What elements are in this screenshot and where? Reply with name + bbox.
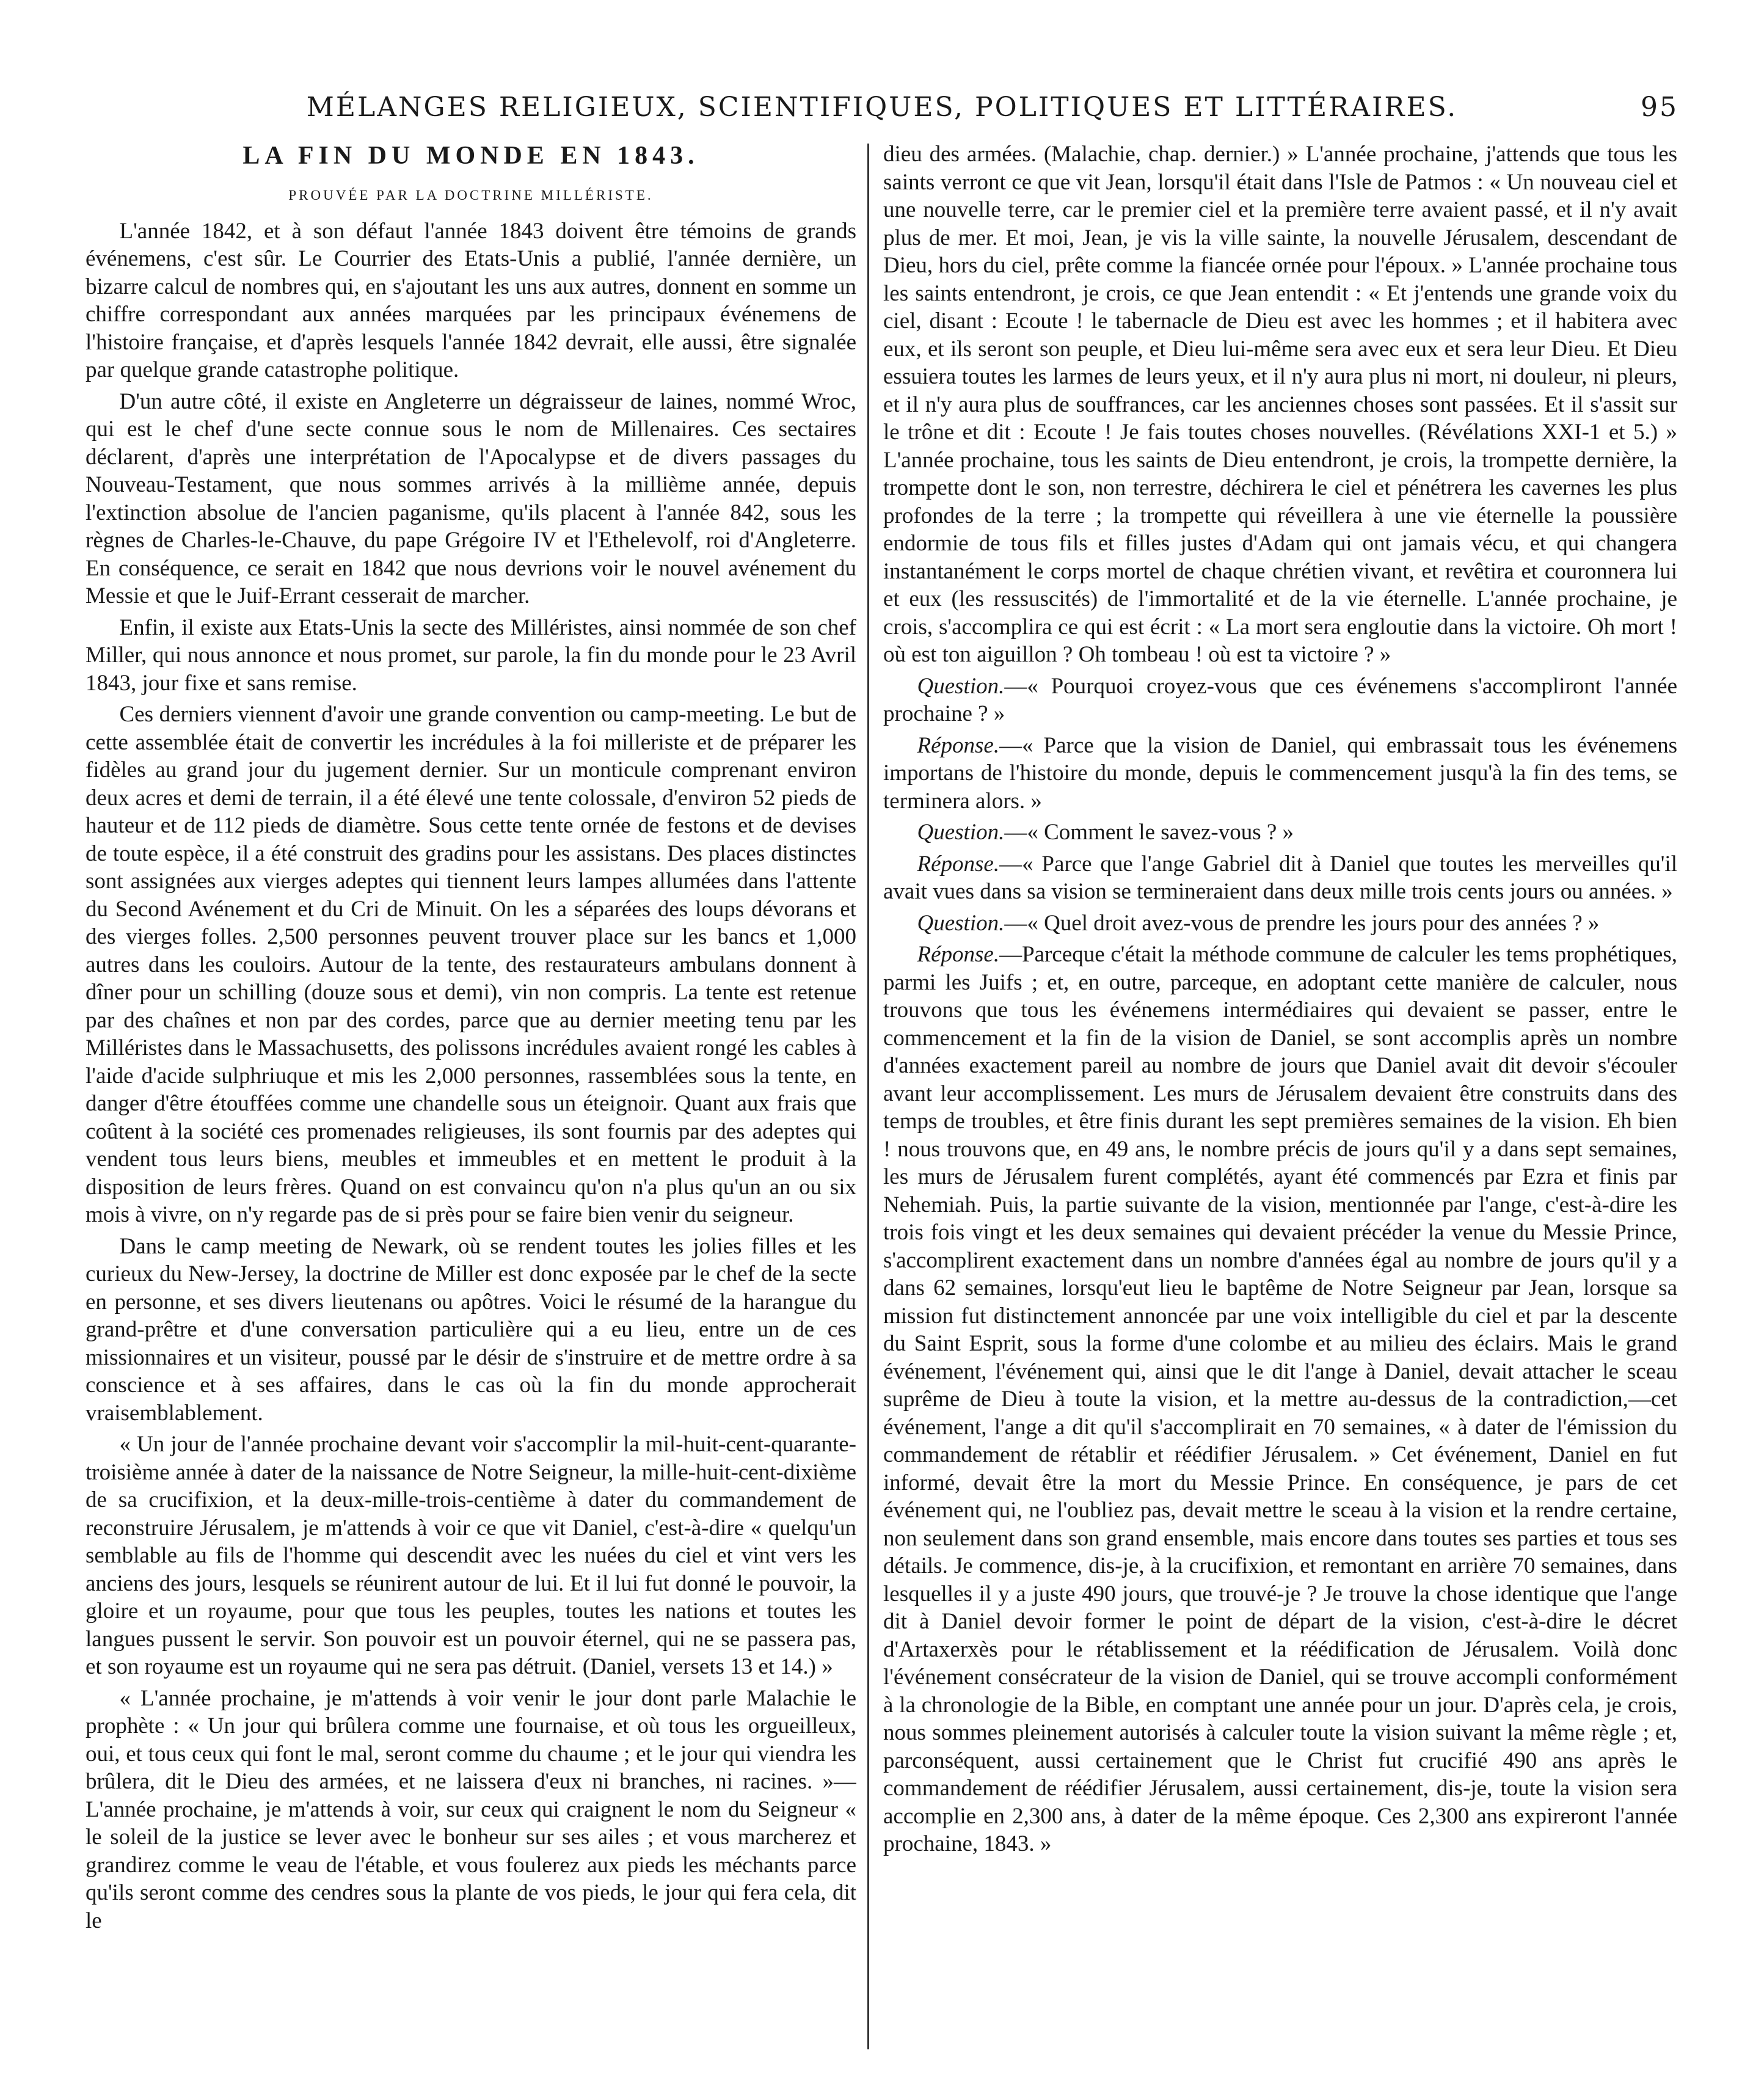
paragraph: « L'année prochaine, je m'attends à voir venir le jour dont parle Malachie le prophète : « Un jour qui brûlera comme une fournaise, et où tous les orgueilleux, oui, et tous ceux qui font le mal, seront comme du chaume ; et le jour qui viendra les brûlera, dit le Dieu des armées, et ne laissera d'eux ni branches, ni racines. »—L'année prochaine, je m'attends à voir, sur ceux qui craignent le nom du Seigneur « le soleil de la justice se lever avec le bonheur sur ses ailes ; et vous marcherez et grandirez comme le veau de l'étable, et vous foulerez aux pieds les méchants parce qu'ils seront comme des cendres sous la plante de vos pieds, le jour qui fera cela, dit le [86,1685,856,1933]
left-column [86,140,856,2052]
qa-text: —Parceque c'était la méthode commune de calculer les tems prophétiques, parmi les Juifs ; et, en outre, parceque, en adoptant cette manière de calculer, nous trouvons que tous les événemens intermédiaires qui devaient se passer, entre le commencement et la fin de la vision de Daniel, se sont accomplis après un nombre d'années exactement pareil au nombre de jours que Daniel avait dit devoir s'écouler avant leur accomplissement. Les murs de Jérusalem devaient être construits dans des temps de troubles, et être finis durant les sept premières semaines de la vision. Eh bien ! nous trouvons que, en 49 ans, le nombre précis de jours qu'il y a dans sept semaines, les murs de Jérusalem furent complétés, ayant été commencés par Ezra et finis par Nehemiah. Puis, la partie suivante de la vision, mentionnée par l'ange, c'est-à-dire les trois fois vingt et les deux semaines qui devaient précéder la venue du Messie Prince, s'accomplirent exactement dans un nombre d'années égal au nombre de jours qu'il y a dans 62 semaines, lorsqu'eut lieu le baptême de Notre Seigneur par Jean, lorsque sa mission fut distinctement annoncée par une voix intelligible du ciel et par la descente du Saint Esprit, sous la forme d'une colombe et au milieu des éclairs. Mais le grand événement, l'événement qui, ainsi que le dit l'ange à Daniel, devait attacher le sceau suprême de Dieu à toute la vision, et la mettre au-dessus de la contradiction,—cet événement, l'ange a dit qu'il s'accomplirait en 70 semaines, « à dater de l'émission du commandement de rétablir et réédifier Jérusalem. » Cet événement, Daniel en fut informé, devait être la mort du Messie Prince. En conséquence, je pars de cet événement qui, ne l'oubliez pas, devait mettre le sceau à la vision et la rendre certaine, non seulement dans son grand ensemble, mais encore dans toutes ses parties et tous ses détails. Je commence, dis-je, à la crucifixion, et remontant en arrière 70 semaines, dans lesquelles il y a juste 490 jours, que trouvé-je ? Je trouve la chose identique que l'ange dit à Daniel devoir former le point de départ de la vision, c'est-à-dire le décret d'Artaxerxès pour le rétablissement et la réédification de Jérusalem. Voilà donc l'événement consécrateur de la vision de Daniel, qui se trouve accompli conformément à la chronologie de la Bible, en comptant une année pour un jour. D'après cela, je crois, nous sommes pleinement autorisés à calculer toute la vision suivant la même règle ; et, parconséquent, aussi certainement que le Christ fut crucifié 490 ans après le commandement de réédifier Jérusalem, aussi certainement, dis-je, toute la vision sera accomplie en 2,300 ans, à dater de la même époque. Ces 2,300 ans expireront l'année prochaine, 1843. » [883,942,1677,1856]
paragraph: L'année 1842, et à son défaut l'année 1843 doivent être témoins de grands événemens, c'est sûr. Le Courrier des Etats-Unis a publié, l'année dernière, un bizarre calcul de nombres qui, en s'ajoutant les uns aux autres, donnent en somme un chiffre correspondant aux années marquées par les principaux événemens de l'histoire française, et d'après lesquels l'année 1842 devrait, elle aussi, être signalée par quelque grande catastrophe politique. [86,218,856,383]
qa-item [883,673,1677,728]
qa-text: —« Parce que l'ange Gabriel dit à Daniel que toutes les merveilles qu'il avait vues dans sa vision se termineraient dans deux mille trois cents jours ou années. » [883,851,1677,904]
running-head [86,92,1678,134]
qa-text: —« Quel droit avez-vous de prendre les jours pour des années ? » [1004,910,1600,936]
qa-text: —« Pourquoi croyez-vous que ces événemens s'accompliront l'année prochaine ? » [883,673,1677,726]
qa-label: Réponse. [917,942,1000,967]
qa-label: Question. [917,910,1005,936]
page-number: 95 [1641,92,1678,123]
qa-label: Question. [917,673,1005,699]
running-title: MÉLANGES RELIGIEUX, SCIENTIFIQUES, POLITIQUES ET LITTÉRAIRES. [306,92,1458,123]
qa-text: —« Parce que la vision de Daniel, qui embrassait tous les événemens importans de l'histoire du monde, depuis le commencement jusqu'à la fin des tems, se terminera alors. » [883,732,1677,814]
paragraph: dieu des armées. (Malachie, chap. dernier.) » L'année prochaine, j'attends que tous les saints verront ce que vit Jean, lorsqu'il était dans l'Isle de Patmos : « Un nouveau ciel et une nouvelle terre, car le premier ciel et la première terre avaient passé, et il n'y avait plus de mer. Et moi, Jean, je vis la ville sainte, la nouvelle Jérusalem, descendant de Dieu, hors du ciel, prête comme la fiancée ornée pour l'époux. » L'année prochaine tous les saints entendront, je crois, ce que Jean entendit : « Et j'entends une grande voix du ciel, disant : Ecoute ! le tabernacle de Dieu est avec les hommes ; et il habitera avec eux, et ils seront son peuple, et Dieu lui-même sera avec eux et sera leur Dieu. Et Dieu essuiera toutes les larmes de leurs yeux, et il n'y aura plus ni mort, ni douleur, ni pleurs, et il n'y aura plus de souffrances, car les anciennes choses sont passées. Et il s'assit sur le trône et dit : Ecoute ! Je fais toutes choses nouvelles. (Révélations XXI-1 et 5.) » L'année prochaine, tous les saints de Dieu entendront, je crois, la trompette dernière, la trompette dont le son, non terrestre, déchirera le ciel et pénétrera les cavernes les plus profondes de la terre ; la trompette qui réveillera à une vie éternelle la poussière endormie de tous fils et filles justes d'Adam qui ont jamais vécu, et qui changera instantanément le corps mortel de chaque chrétien vivant, et revêtira et couronnera lui et eux (les ressuscités) de l'immortalité et de la vie éternelle. L'année prochaine, je crois, s'accomplira ce qui est écrit : « La mort sera engloutie dans la victoire. Oh mort ! où est ton aiguillon ? Oh tombeau ! où est ta victoire ? » [883,142,1677,667]
column-divider [867,144,869,2049]
qa-label: Question. [917,820,1005,845]
paragraph: Dans le camp meeting de Newark, où se rendent toutes les jolies filles et les curieux du New-Jersey, la doctrine de Miller est donc exposée par le chef de la secte en personne, et ses divers lieutenans ou apôtres. Voici le résumé de la harangue du grand-prêtre et d'une conversation particulière qui a eu lieu, entre un de ces missionnaires et un visiteur, poussé par le désir de s'instruire et de mettre ordre à sa conscience et à ses affaires, dans le cas où la fin du monde approcherait vraisemblablement. [86,1233,856,1426]
qa-item [883,819,1677,847]
paragraph: « Un jour de l'année prochaine devant voir s'accomplir la mil-huit-cent-quarante-troisième année à dater de la naissance de Notre Seigneur, la mille-huit-cent-dixième de sa crucifixion, et la deux-mille-trois-centième à dater du commandement de reconstruire Jérusalem, je m'attends à voir ce que vit Daniel, c'est-à-dire « quelqu'un semblable au fils de l'homme qui descendit avec les nuées du ciel et vint vers les anciens des jours, lesquels se réunirent autour de lui. Et il lui fut donné le pouvoir, la gloire et un royaume, pour que tous les peuples, toutes les nations et toutes les langues pussent le servir. Son pouvoir est un pouvoir éternel, qui ne se passera pas, et son royaume est un royaume qui ne sera pas détruit. (Daniel, versets 13 et 14.) » [86,1432,856,1680]
qa-item [883,732,1677,815]
qa-label: Réponse. [917,732,1000,758]
qa-label: Réponse. [917,851,1000,877]
qa-text: —« Comment le savez-vous ? » [1004,820,1294,845]
qa-item [883,910,1677,938]
paragraph: D'un autre côté, il existe en Angleterre un dégraisseur de laines, nommé Wroc, qui est le chef d'une secte connue sous le nom de Millenaires. Ces sectaires déclarent, d'après une interprétation de l'Apocalypse et de divers passages du Nouveau-Testament, que nous sommes arrivés à la millième année, depuis l'extinction absolue de l'ancien paganisme, qu'ils placent à l'année 842, sous les règnes de Charles-le-Chauve, du pape Grégoire IV et l'Ethelevolf, roi d'Angleterre. En conséquence, ce serait en 1842 que nous devrions voir le nouvel avénement du Messie et que le Juif-Errant cesserait de marcher. [86,388,856,609]
paragraph: Ces derniers viennent d'avoir une grande convention ou camp-meeting. Le but de cette assemblée était de convertir les incrédules à la foi milleriste et de préparer les fidèles au grand jour du jugement dernier. Sur un monticule comprenant environ deux acres et demi de terrain, il a été élevé une tente colossale, d'environ 52 pieds de hauteur et de 112 pieds de diamètre. Sous cette tente ornée de festons et de devises de toute espèce, il a été construit des gradins pour les assistans. Des places distinctes sont assignées aux vierges adeptes qui tiennent leurs lampes allumées dans l'attente du Second Avénement et du Cri de Minuit. On les a séparées des loups dévorans et des vierges folles. 2,500 personnes peuvent trouver place sur les bancs et 1,000 autres dans les couloirs. Autour de la tente, des restaurateurs ambulans donnent à dîner pour un schilling (douze sous et demi), vin non compris. La tente est retenue par des chaînes et non par des cordes, parce que au dernier meeting tenu par les Milléristes dans le Massachusetts, des polissons incrédules avaient rongé les cables à l'aide d'acide sulphriuque et mis les 2,000 personnes, rassemblées sous la tente, en danger d'être étouffées comme une chandelle sous un éteignoir. Quant aux frais que coûtent à la société ces promenades religieuses, ils sont fournis par des adeptes qui vendent tous leurs biens, meubles et immeubles et en mettent le produit à la disposition de leurs frères. Quand on est convaincu qu'on n'a plus qu'un an ou six mois à vivre, on n'y regarde pas de si près pour se faire bien venir du seigneur. [86,702,856,1228]
article-title: LA FIN DU MONDE EN 1843. [242,142,699,170]
qa-item [883,850,1677,906]
paragraph: Enfin, il existe aux Etats-Unis la secte des Milléristes, ainsi nommée de son chef Miller, qui nous annonce et nous promet, sur parole, la fin du monde pour le 23 Avril 1843, jour fixe et sans remise. [86,615,856,696]
article-subtitle: PROUVÉE PAR LA DOCTRINE MILLÉRISTE. [288,187,654,203]
right-column [883,140,1677,2052]
qa-item [883,941,1677,1858]
